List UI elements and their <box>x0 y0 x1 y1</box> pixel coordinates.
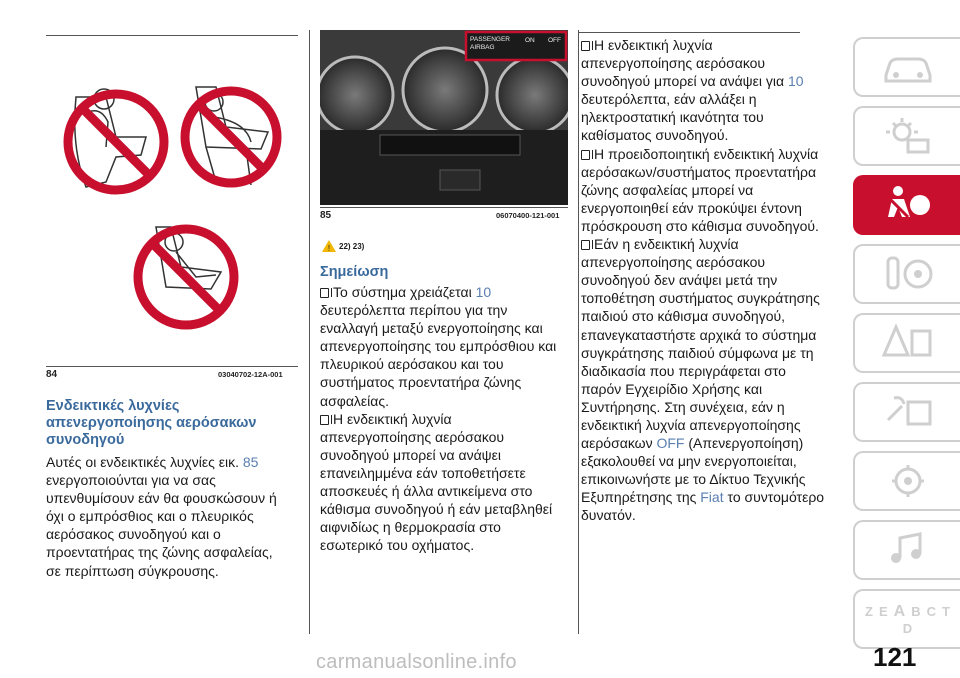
airbag-off-label: OFF <box>548 37 561 44</box>
tab-index[interactable] <box>853 589 960 649</box>
tab-safety[interactable] <box>853 175 960 235</box>
figure-84-code: 03040702-12A-001 <box>218 370 283 379</box>
tab-multimedia[interactable] <box>853 520 960 580</box>
index-letter: B <box>911 604 921 619</box>
tab-knowing-the-car[interactable] <box>853 37 960 97</box>
technical-data-icon <box>880 459 936 503</box>
tab-warning-lights[interactable] <box>853 106 960 166</box>
svg-text:!: ! <box>327 244 331 252</box>
bullet-box-icon <box>581 41 590 51</box>
column-divider-1 <box>309 30 310 634</box>
right-column-paragraphs: Η ενδεικτική λυχνία απενεργοποίησης αερόσακου συνοδηγού μπορεί να ανάψει για 10 δευτερόλεπτα, εάν αλλάξει η ηλεκτροστατική ικανότητα του καθίσματος συνοδηγού. Η προειδοποιητική ενδεικτική λυχνία αερόσακων/συστήματος προεντατήρα ζώνης ασφαλείας μπορεί να ενεργοποιηθεί εάν προκύψει έντονη πρόσκρουση στο κάθισμα συνοδηγού. Εάν η ενδεικτική λυχνία απενεργοποίησης αερόσακου συνοδηγού δεν ανάψει μετά την τοποθέτηση συστήματος συγκράτησης παιδιού στο κάθισμα συνοδηγού, επανεγκαταστήστε αρχικά το σύστημα συγκράτησης παιδιού σύμφωνα με τη διαδικασία που περιγράφεται στο παρόν Εγχειρίδιο Χρήσης και Συντήρησης. Στη συνέχεια, εάν η ενδεικτική λυχνία απενεργοποίησης αερόσακων OFF (Απενεργοποίηση) εξακολουθεί να μην ενεργοποιείται, επικοινωνήστε με το Δίκτυο Τεχνικής Εξυπηρέτησης της Fiat το συντομότερο δυνατόν. <box>581 37 825 524</box>
warning-refs-text: 22) 23) <box>339 241 365 251</box>
tab-technical-data[interactable] <box>853 451 960 511</box>
maintenance-icon <box>880 390 936 434</box>
airbag-on-label: ON <box>525 37 535 44</box>
note-paragraphs: Το σύστημα χρειάζεται 10 δευτερόλεπτα περίπου για την εναλλαγή μεταξύ ενεργοποίησης και απενεργοποίησης του εμπρόσθιου και πλευρικού αερόσακου και του συστήματος προεντατήρα ζώνης ασφαλείας. Η ενδεικτική λυχνία απενεργοποίησης αερόσακου συνοδηγού μπορεί να ανάψει επανειλημμένα εάν τοποθετήσετε αποσκευές ή άλλα αντικείμενα στο κάθισμα συνοδηγού ή εάν μεταβληθεί αιφνιδίως η θερμοκρασία στο εσωτερικό του οχήματος. <box>320 284 557 554</box>
index-letter: A <box>893 602 906 620</box>
watermark: carmanualsonline.info <box>316 651 517 673</box>
tab-in-an-emergency[interactable] <box>853 313 960 373</box>
figure-84-caption-rule <box>46 366 298 367</box>
child-seat-prohibited-illustration <box>46 37 298 364</box>
figure-85-code: 06070400-121-001 <box>496 211 560 220</box>
intro-paragraph: Αυτές οι ενδεικτικές λυχνίες εικ. 85 ενεργοποιούνται για να σας υπενθυμίσουν εάν θα φουσκώσουν ή όχι ο εμπρόσθιος και ο πλευρικός αερόσακος συνοδηγού και ο προεντατήρας της ζώνης ασφαλείας, σε περίπτωση σύγκρουσης. <box>46 454 277 579</box>
page-number: 121 <box>873 642 917 672</box>
dashboard-photo <box>320 30 568 205</box>
note-heading: Σημείωση <box>320 264 389 280</box>
passenger-airbag-label: PASSENGER AIRBAG <box>470 36 510 51</box>
top-rule-left <box>46 35 298 36</box>
index-letter: D <box>902 620 913 636</box>
index-letter: E <box>878 604 888 619</box>
index-letter: Z <box>865 604 873 619</box>
tab-maintenance[interactable] <box>853 382 960 442</box>
index-letter: C <box>926 604 936 619</box>
key-starting-icon <box>880 252 936 296</box>
top-rule-right <box>578 32 800 33</box>
figure-85-dashboard-photo <box>320 30 568 205</box>
bullet-box-icon <box>581 150 590 160</box>
tab-starting-driving[interactable] <box>853 244 960 304</box>
bullet-box-icon <box>320 288 329 298</box>
warning-lights-icon <box>880 114 936 158</box>
figure-85-caption-rule <box>320 207 568 208</box>
multimedia-icon <box>880 528 936 572</box>
warning-triangle-icon <box>322 240 336 252</box>
figure-84-child-seat-prohibited <box>46 37 298 364</box>
bullet-box-icon <box>581 240 590 250</box>
column-divider-2 <box>578 30 579 634</box>
warning-triangle-icon <box>880 321 936 365</box>
airbag-seatbelt-icon <box>880 183 936 227</box>
index-letter: T <box>942 604 950 619</box>
figure-85-number: 85 <box>320 210 332 221</box>
car-dashboard-icon <box>880 45 936 89</box>
chapter-tabs <box>853 37 960 658</box>
figure-84-number: 84 <box>46 369 58 380</box>
bullet-box-icon <box>320 415 329 425</box>
warning-reference <box>322 240 364 252</box>
section-heading: Ενδεικτικές λυχνίες απενεργοποίησης αερόσακων συνοδηγού <box>46 398 257 448</box>
